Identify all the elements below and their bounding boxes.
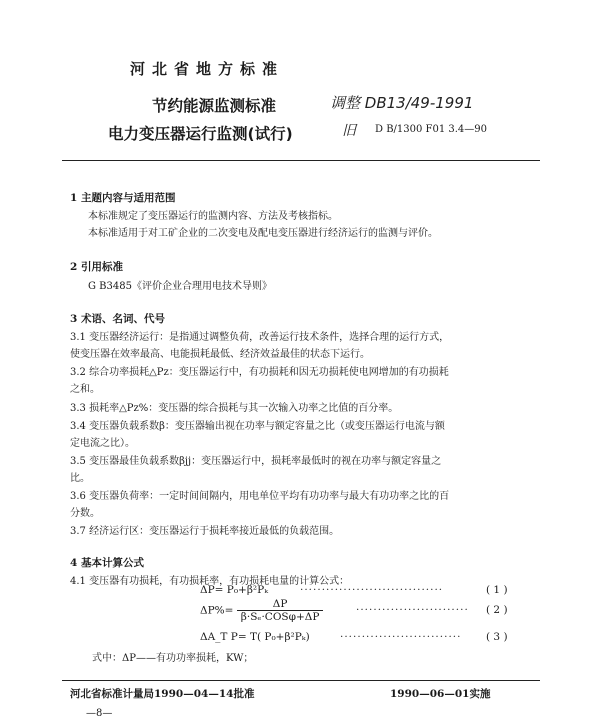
equation-3: ΔA_T P= T( P₀+β²Pₖ) [200,631,310,643]
equation-2 [200,598,323,623]
equation-3-leader: ···························· [340,631,462,643]
footer-rule [62,680,540,681]
handwritten-mark: 旧 [342,123,356,139]
equation-2-numerator: ΔP [237,598,324,611]
section-1-heading: 1 主题内容与适用范围 [70,192,176,204]
document-title-line2: 电力变压器运行监测(试行) [108,125,293,143]
item-3-7: 3.7 经济运行区：变压器运行于损耗率接近最低的负载范围。 [70,526,340,537]
item-3-2-line-2: 之和。 [70,384,100,395]
equation-1-number: ( 1 ) [486,584,508,596]
item-3-4-line-2: 定电流之比）。 [70,438,135,449]
item-3-5-line-1: 3.5 变压器最佳负载系数βjj：变压器运行中，损耗率最低时的视在功率与额定容量之 [70,456,442,467]
item-3-3: 3.3 损耗率△Pz%：变压器的综合损耗与其一次输入功率之比值的百分率。 [70,403,399,414]
handwritten-annotation: 调整 DB13/49-1991 [330,94,474,112]
section-2-para-1: G B3485《评价企业合理用电技术导则》 [88,281,272,292]
equation-1: ΔP= P₀+β²Pₖ [200,584,269,596]
item-3-6-line-2: 分数。 [70,508,100,519]
issuing-organization: 河北省地方标准 [130,60,285,78]
document-title-line1: 节约能源监测标准 [152,97,277,115]
equation-2-leader: ·························· [356,604,469,616]
section-2-heading: 2 引用标准 [70,261,123,273]
equation-2-lhs: ΔP%= [200,604,234,617]
formula-variable-definition: 式中：ΔP——有功功率损耗，KW； [92,653,254,664]
equation-3-number: ( 3 ) [486,631,508,643]
standard-code: D B/1300 F01 3.4—90 [375,124,488,135]
equation-1-leader: ································· [300,584,444,596]
section-1-para-1: 本标准规定了变压器运行的监测内容、方法及考核指标。 [88,211,338,222]
equation-2-fraction [237,598,324,623]
equation-2-number: ( 2 ) [486,604,508,616]
approval-note: 河北省标准计量局1990—04—14批准 [70,688,255,700]
item-3-4-line-1: 3.4 变压器负载系数β：变压器输出视在功率与额定容量之比（或变压器运行电流与额 [70,421,445,432]
item-3-1-line-2: 使变压器在效率最高、电能损耗最低、经济效益最佳的状态下运行。 [70,349,370,360]
item-3-6-line-1: 3.6 变压器负荷率：一定时间间隔内，用电单位平均有功功率与最大有功功率之比的百 [70,491,450,502]
section-4-heading: 4 基本计算公式 [70,557,144,569]
item-4-1: 4.1 变压器有功损耗，有功损耗率，有功损耗电量的计算公式： [70,576,350,587]
section-1-para-2: 本标准适用于对工矿企业的二次变电及配电变压器进行经济运行的监测与评价。 [88,228,438,239]
item-3-5-line-2: 比。 [70,473,90,484]
equation-2-denominator: β·Sₑ·COSφ+ΔP [240,611,320,623]
header-rule [62,160,540,161]
page-number: —8— [86,708,113,719]
section-3-heading: 3 术语、名词、代号 [70,313,165,325]
item-3-1-line-1: 3.1 变压器经济运行：是指通过调整负荷，改善运行技术条件，选择合理的运行方式， [70,332,450,343]
implementation-date: 1990—06—01实施 [390,688,491,700]
item-3-2-line-1: 3.2 综合功率损耗△Pz：变压器运行中，有功损耗和因无功损耗使电网增加的有功损耗 [70,367,449,378]
